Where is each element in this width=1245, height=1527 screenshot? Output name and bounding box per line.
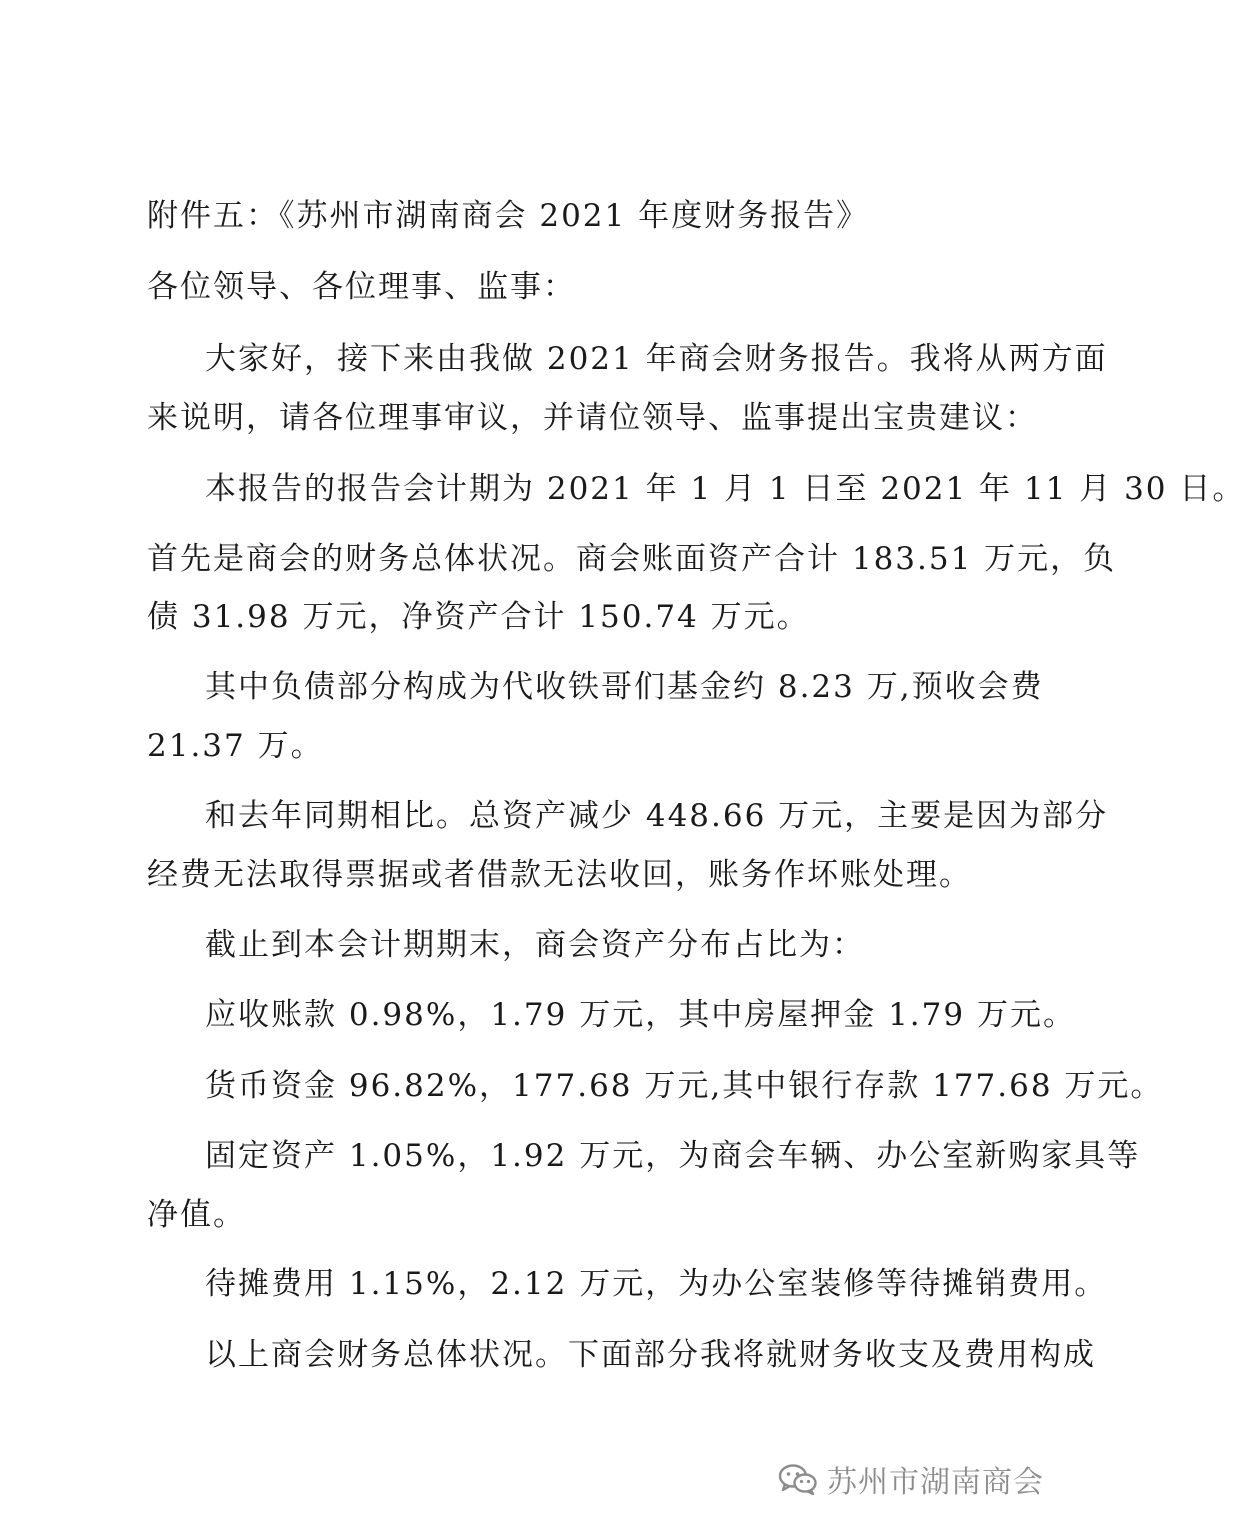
salutation-line: 各位领导、各位理事、监事： [147,269,576,305]
paragraph-line: 债 31.98 万元，净资产合计 150.74 万元。 [147,599,810,635]
paragraph-line: 净值。 [147,1197,246,1233]
paragraph-line: 应收账款 0.98%，1.79 万元，其中房屋押金 1.79 万元。 [205,997,1076,1033]
watermark-text: 苏州市湖南商会 [827,1465,1044,1500]
document-title-line: 附件五：《苏州市湖南商会 2021 年度财务报告》 [147,198,870,234]
paragraph-line: 截止到本会计期期末，商会资产分布占比为： [205,927,865,963]
paragraph-line: 和去年同期相比。总资产减少 448.66 万元，主要是因为部分 [205,798,1109,834]
paragraph-line: 其中负债部分构成为代收铁哥们基金约 8.23 万,预收会费 [205,669,1044,705]
paragraph-line: 以上商会财务总体状况。下面部分我将就财务收支及费用构成 [205,1337,1096,1373]
paragraph-line: 来说明，请各位理事审议，并请位领导、监事提出宝贵建议： [147,400,1038,436]
paragraph-line: 待摊费用 1.15%，2.12 万元，为办公室装修等待摊销费用。 [205,1266,1108,1302]
wechat-icon [777,1462,819,1496]
paragraph-line: 货币资金 96.82%，177.68 万元,其中银行存款 177.68 万元。 [205,1068,1164,1104]
paragraph-line: 大家好，接下来由我做 2021 年商会财务报告。我将从两方面 [205,341,1108,377]
wechat-watermark [777,1459,1044,1499]
paragraph-line: 21.37 万。 [147,728,324,764]
paragraph-line: 经费无法取得票据或者借款无法收回，账务作坏账处理。 [147,857,972,893]
paragraph-line: 首先是商会的财务总体状况。商会账面资产合计 183.51 万元，负 [147,541,1117,577]
paragraph-line: 固定资产 1.05%，1.92 万元，为商会车辆、办公室新购家具等 [205,1138,1141,1174]
paragraph-line: 本报告的报告会计期为 2021 年 1 月 1 日至 2021 年 11 月 30 日。 [205,471,1245,507]
